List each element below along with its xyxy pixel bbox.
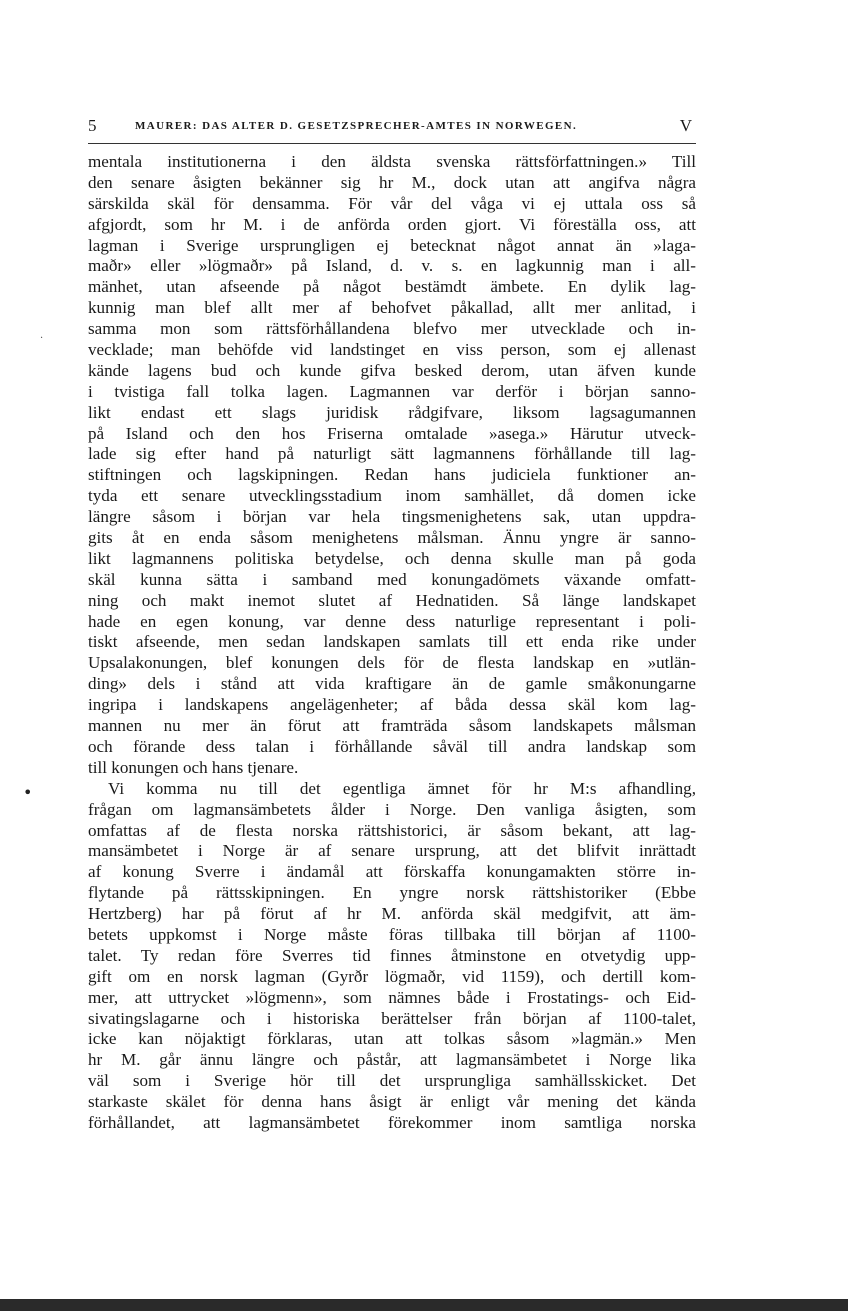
- text-line: Hertzberg) har på förut af hr M. anförda skäl medgifvit, att äm-: [88, 904, 696, 924]
- text-line: tyda ett senare utvecklingsstadium inom samhället, då domen icke: [88, 486, 696, 506]
- scan-bottom-edge: [0, 1299, 848, 1311]
- text-line: hade en egen konung, var denne dess naturlige representant i poli-: [88, 611, 696, 631]
- text-line: i tvistiga fall tolka lagen. Lagmannen var derför i början sanno-: [88, 381, 696, 401]
- text-line: kände lagens bud och kunde gifva besked derom, utan äfven kunde: [88, 360, 696, 380]
- paragraph-margin-dot: •: [23, 783, 33, 802]
- text-line: skäl kunna sätta i samband med konungadömets växande omfatt-: [88, 569, 696, 589]
- text-line: likt lagmannens politiska betydelse, och denna skulle man på goda: [88, 548, 696, 568]
- text-line: hr M. går ännu längre och påstår, att lagmansämbetet i Norge lika: [88, 1050, 696, 1070]
- text-line: ingripa i landskapens angelägenheter; af båda dessa skäl kom lag-: [88, 695, 696, 715]
- text-line: omfattas af de flesta norska rättshistorici, är såsom bekant, att lag-: [88, 820, 696, 840]
- text-line: ning och makt inemot slutet af Hednatiden. Så länge landskapet: [88, 590, 696, 610]
- text-line: på Island och den hos Friserna omtalade »asega.» Härutur utveck-: [88, 423, 696, 443]
- text-line: särskilda skäl för densamma. För vår del våga vi ej uttala oss så: [88, 193, 696, 213]
- text-line: väl som i Sverige hör till det ursprungliga samhällsskicket. Det: [88, 1071, 696, 1091]
- running-header: [88, 116, 696, 138]
- page-number: 5: [88, 116, 97, 135]
- text-line: Vi komma nu till det egentliga ämnet för hr M:s afhandling,: [108, 778, 696, 798]
- body-text: [88, 152, 696, 1134]
- text-line: mansämbetet i Norge är af senare ursprung, att det blifvit inrättadt: [88, 841, 696, 861]
- text-line: stiftningen och lagskipningen. Redan hans judiciela funktioner an-: [88, 465, 696, 485]
- text-line: samma mon som rättsförhållandena blefvo mer utvecklade och in-: [88, 319, 696, 339]
- text-line: mentala institutionerna i den äldsta svenska rättsförfattningen.» Till: [88, 152, 696, 171]
- text-line: lade sig efter hand på naturligt sätt lagmannens förhållande till lag-: [88, 444, 696, 464]
- text-line: sivatingslagarne och i historiska berättelser från början af 1100-talet,: [88, 1008, 696, 1028]
- running-title: MAURER: DAS ALTER D. GESETZSPRECHER-AMTES IN NORWEGEN.: [135, 120, 578, 132]
- text-line: vecklade; man behöfde vid landstinget en viss person, som ej allenast: [88, 340, 696, 360]
- text-line: betets uppkomst i Norge måste föras tillbaka till början af 1100-: [88, 924, 696, 944]
- header-rule: [88, 143, 696, 144]
- text-line: af konung Sverre i ändamål att förskaffa konungamakten större in-: [88, 862, 696, 882]
- text-line: Upsalakonungen, blef konungen dels för de flesta landskap en »utlän-: [88, 653, 696, 673]
- text-line: längre såsom i början var hela tingsmenighetens sak, utan uppdra-: [88, 507, 696, 527]
- text-line: maðr» eller »lögmaðr» på Island, d. v. s. en lagkunnig man i all-: [88, 256, 696, 276]
- text-line: likt endast ett slags juridisk rådgifvare, liksom lagsagumannen: [88, 402, 696, 422]
- text-line: till konungen och hans tjenare.: [88, 757, 299, 777]
- text-line: tiskt afseende, men sedan landskapen samlats till ett enda rike under: [88, 632, 696, 652]
- text-line: och förande dess talan i förhållande såväl till andra landskap som: [88, 736, 696, 756]
- text-line: talet. Ty redan före Sverres tid finnes åtminstone en otvetydig upp-: [88, 945, 696, 965]
- text-line: frågan om lagmansämbetets ålder i Norge. Den vanliga åsigten, som: [88, 799, 696, 819]
- text-line: ding» dels i stånd att vida kraftigare än de gamle småkonungarne: [88, 674, 696, 694]
- text-line: mer, att uttrycket »lögmenn», som nämnes både i Frostatings- och Eid-: [88, 987, 696, 1007]
- text-line: afgjordt, som hr M. i de anförda orden gjort. Vi föreställa oss, att: [88, 214, 696, 234]
- text-line: starkaste skälet för denna hans åsigt är enligt vår mening det kända: [88, 1092, 696, 1112]
- text-line: den senare åsigten bekänner sig hr M., dock utan att angifva några: [88, 172, 696, 192]
- text-line: lagman i Sverige ursprungligen ej betecknat något annat än »laga-: [88, 235, 696, 255]
- margin-speck: ·: [40, 333, 44, 344]
- section-signature: V: [679, 116, 692, 135]
- text-line: förhållandet, att lagmansämbetet förekommer inom samtliga norska: [88, 1112, 696, 1132]
- text-line: flytande på rättsskipningen. En yngre norsk rättshistoriker (Ebbe: [88, 883, 696, 903]
- text-line: kunnig man blef allt mer af behofvet påkallad, allt mer anlitad, i: [88, 298, 696, 318]
- text-line: icke kan nöjaktigt förklaras, utan att tolkas såsom »lagmän.» Men: [88, 1029, 696, 1049]
- text-line: mänhet, utan afseende på något bestämdt ämbete. En dylik lag-: [88, 277, 696, 297]
- text-line: mannen nu mer än förut att framträda såsom landskapets målsman: [88, 716, 696, 736]
- text-line: gift om en norsk lagman (Gyrðr lögmaðr, vid 1159), och dertill kom-: [88, 966, 696, 986]
- text-line: gits åt en enda såsom menighetens målsman. Ännu yngre är sanno-: [88, 528, 696, 548]
